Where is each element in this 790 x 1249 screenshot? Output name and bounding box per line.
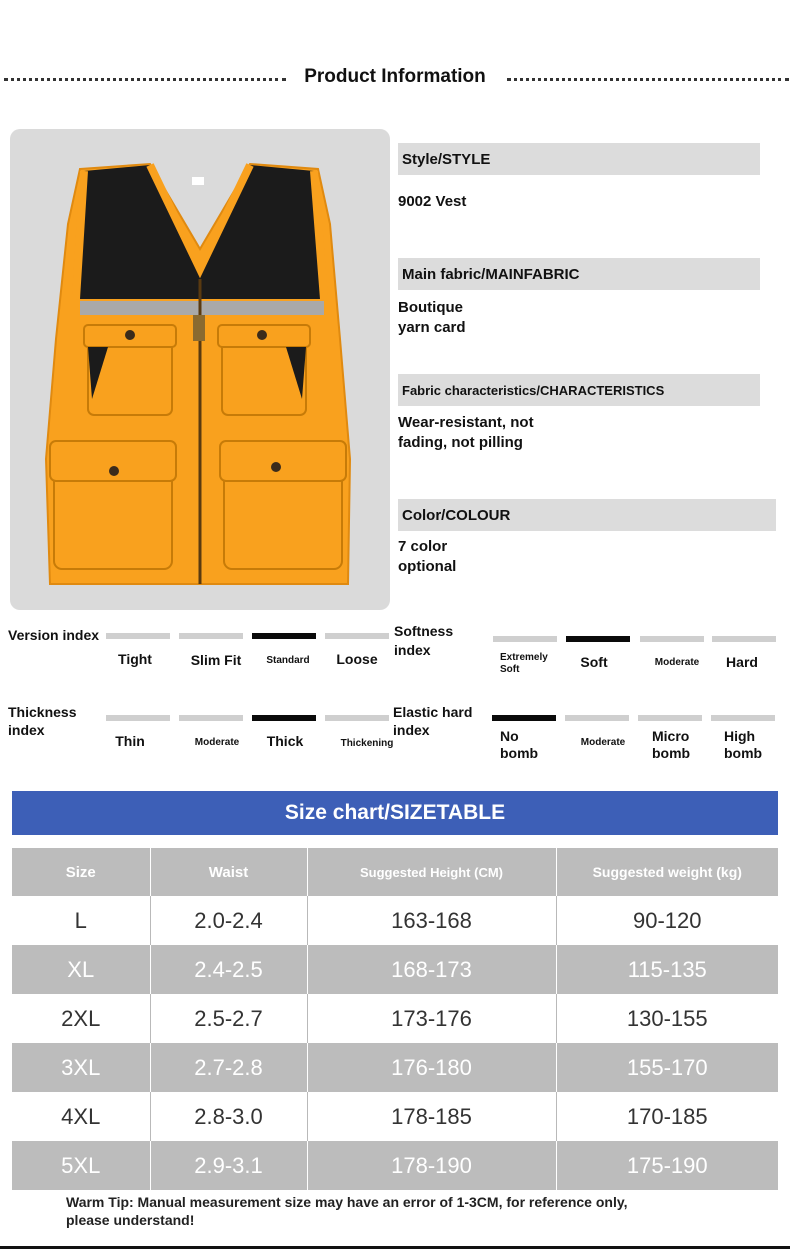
- cell-waist: 2.8-3.0: [150, 1092, 307, 1141]
- vest-illustration: [10, 129, 390, 610]
- thickness-option-moderate: Moderate: [194, 737, 240, 748]
- cell-height: 176-180: [307, 1043, 556, 1092]
- cell-size: XL: [12, 945, 150, 994]
- elastic-option-moderate: Moderate: [580, 737, 626, 748]
- thickness-index-title-line-2: index: [8, 722, 45, 738]
- cell-height: 168-173: [307, 945, 556, 994]
- table-row: [12, 896, 778, 945]
- thickness-index-title-line-1: Thickness: [8, 704, 77, 720]
- elastic-bar-4: [711, 715, 775, 721]
- header-size: Size: [12, 848, 150, 896]
- softness-bar-3: [640, 636, 704, 642]
- dotted-divider-right: [507, 78, 789, 81]
- cell-size: 4XL: [12, 1092, 150, 1141]
- softness-option-hard: Hard: [726, 654, 758, 670]
- section-header: [0, 62, 790, 94]
- thickness-option-thickening: Thickening: [340, 738, 394, 749]
- cell-waist: 2.7-2.8: [150, 1043, 307, 1092]
- cell-waist: 2.5-2.7: [150, 994, 307, 1043]
- cell-height: 173-176: [307, 994, 556, 1043]
- softness-option-moderate: Moderate: [654, 657, 700, 668]
- softness-bar-1: [493, 636, 557, 642]
- size-table-header-row: [12, 848, 778, 896]
- warm-tip: [66, 1193, 746, 1229]
- characteristics-label: Fabric characteristics/CHARACTERISTICS: [398, 374, 760, 406]
- elastic-index-title-line-2: index: [393, 722, 430, 738]
- table-row: [12, 945, 778, 994]
- cell-weight: 90-120: [632, 907, 702, 933]
- version-option-standard: Standard: [266, 655, 310, 666]
- table-row: [12, 1141, 778, 1190]
- version-option-tight: Tight: [118, 651, 152, 667]
- elastic-index-title-line-1: Elastic hard: [393, 704, 473, 720]
- cell-waist: 2.9-3.1: [150, 1141, 307, 1190]
- elastic-option-high-bomb: bomb: [724, 745, 763, 761]
- elastic-option-micro: Micro: [652, 728, 690, 744]
- version-index-title: Version index: [8, 627, 100, 643]
- softness-index-title-line-1: Softness: [394, 623, 454, 639]
- fabric-value-line-2: yarn card: [398, 319, 466, 336]
- elastic-option-no: No: [500, 728, 519, 744]
- version-bar-2: [179, 633, 243, 639]
- version-bar-4: [325, 633, 389, 639]
- header-height: Suggested Height (CM): [307, 848, 556, 896]
- elastic-option-high: High: [724, 728, 756, 744]
- softness-index-title-line-2: index: [394, 642, 431, 658]
- cell-waist: 2.0-2.4: [150, 896, 307, 945]
- cell-height: 163-168: [307, 896, 556, 945]
- characteristics-value-line-2: fading, not pilling: [398, 434, 523, 451]
- elastic-option-no-bomb: bomb: [500, 745, 539, 761]
- cell-weight: 115-135: [556, 945, 778, 994]
- section-title: Product Information: [304, 66, 486, 87]
- cell-size: 3XL: [12, 1043, 150, 1092]
- cell-height: 178-185: [307, 1092, 556, 1141]
- elastic-option-micro-bomb: bomb: [652, 745, 691, 761]
- size-table: [12, 848, 778, 1190]
- version-bar-1: [106, 633, 170, 639]
- warm-tip-line-2: please understand!: [66, 1212, 195, 1228]
- elastic-bar-1: [492, 715, 556, 721]
- thickness-bar-4: [325, 715, 389, 721]
- cell-weight: 130-155: [626, 1005, 708, 1031]
- version-bar-3: [252, 633, 316, 639]
- table-row: [12, 994, 778, 1043]
- thickness-bar-3: [252, 715, 316, 721]
- version-option-slim-fit: Slim Fit: [190, 652, 242, 668]
- fabric-label: Main fabric/MAINFABRIC: [398, 258, 760, 290]
- cell-size: L: [12, 896, 150, 945]
- cell-weight: 170-185: [626, 1103, 708, 1129]
- product-image: [10, 129, 390, 610]
- cell-size: 5XL: [12, 1141, 150, 1190]
- softness-bar-2: [566, 636, 630, 642]
- header-waist: Waist: [150, 848, 307, 896]
- thickness-option-thin: Thin: [115, 733, 145, 749]
- version-option-loose: Loose: [336, 651, 378, 667]
- thickness-option-thick: Thick: [266, 733, 304, 749]
- color-label: Color/COLOUR: [398, 499, 776, 531]
- thickness-bar-2: [179, 715, 243, 721]
- color-value-line-2: optional: [398, 558, 457, 575]
- cell-height: 178-190: [307, 1141, 556, 1190]
- cell-weight: 155-170: [556, 1043, 778, 1092]
- cell-weight: 175-190: [556, 1141, 778, 1190]
- cell-size: 2XL: [12, 994, 150, 1043]
- table-row: [12, 1092, 778, 1141]
- thickness-bar-1: [106, 715, 170, 721]
- cell-waist: 2.4-2.5: [150, 945, 307, 994]
- header-weight: Suggested weight (kg): [556, 848, 778, 896]
- softness-option-soft: Soft: [580, 654, 608, 670]
- elastic-bar-3: [638, 715, 702, 721]
- style-label: Style/STYLE: [398, 143, 760, 175]
- color-value-line-1: 7 color: [398, 538, 448, 555]
- warm-tip-line-1: Warm Tip: Manual measurement size may have an error of 1-3CM, for reference only,: [66, 1194, 628, 1210]
- elastic-bar-2: [565, 715, 629, 721]
- table-row: [12, 1043, 778, 1092]
- style-value: 9002 Vest: [398, 193, 467, 210]
- characteristics-value-line-1: Wear-resistant, not: [398, 414, 534, 431]
- softness-option-extremely: Extremely: [500, 652, 548, 663]
- softness-option-extremely-soft: Soft: [500, 664, 520, 675]
- softness-bar-4: [712, 636, 776, 642]
- fabric-value-line-1: Boutique: [398, 299, 463, 316]
- size-chart-title: Size chart/SIZETABLE: [12, 791, 778, 835]
